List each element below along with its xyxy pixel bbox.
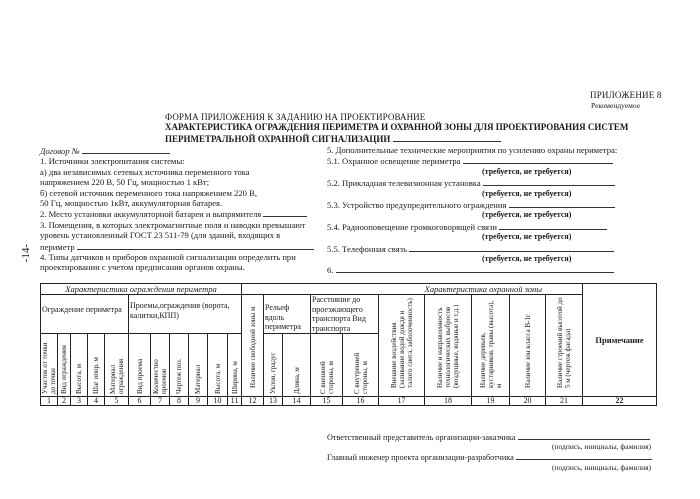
text-line: 1. Источники электропитания системы: [40,156,185,167]
col-header-12: Наличие свободной зоны м [242,295,264,397]
contract-number-field[interactable] [82,145,170,154]
appendix-label: ПРИЛОЖЕНИЕ 8 [590,90,662,100]
column-number: 20 [510,397,546,406]
column-number: 18 [425,397,472,406]
column-numbers-row [41,397,657,406]
column-number: 5 [105,397,129,406]
column-number: 4 [88,397,105,406]
engineer-signature-line: Главный инженер проекта организации-разработчика [327,451,652,462]
col-header-20: Наличие зон класса В-1г [510,295,546,397]
engineer-signature-hint: (подпись, инициалы, фамилия) [552,463,652,472]
col-header-11: Ширина, м [228,334,242,397]
column-number: 2 [58,397,71,406]
tv-field[interactable] [483,177,615,186]
field-hint: (требуется, не требуется) [482,166,572,176]
section-zone: Характеристика охранной зоны [242,284,583,295]
text-line: уровень установленный ГОСТ 23 511-79 (для зданий, входящих в [40,230,281,241]
column-number: 22 [583,397,657,406]
customer-signature-hint: (подпись, инициалы, фамилия) [552,442,652,451]
battery-location-field[interactable] [263,208,307,217]
column-number: 6 [129,397,151,406]
col-header-22: Примечание [583,284,657,397]
left-block [40,145,314,273]
form-title: ФОРМА ПРИЛОЖЕНИЯ К ЗАДАНИЮ НА ПРОЕКТИРОВАНИЕ [165,112,426,122]
text-line: 4. Типы датчиков и приборов охранной сигнализации определить при [40,252,296,263]
text-line: 50 Гц, мощностью 1кВт, аккумуляторная батарея. [40,198,223,209]
col-header-10: Высота, м [208,334,228,397]
text-line: 3. Помещения, в которых электромагнитные поля и наводки превышают [40,219,306,230]
group-openings: Проемы,ограждения (ворота, калитки,КПП) [129,295,242,334]
contract-line: Договор № [40,145,314,156]
col-header-4: Шаг опор, м [88,334,105,397]
measure-item: 5.2. Прикладная телевизионная установка [327,177,627,188]
column-number: 8 [170,397,189,406]
col-header-5: Материал ограждения [105,334,129,397]
measure-item: 5.5. Телефонная связь [327,243,627,254]
column-number: 3 [71,397,88,406]
item6-line: 6. [327,264,627,275]
form-subtitle-line1: ХАРАКТЕРИСТИКА ОГРАЖДЕНИЯ ПЕРИМЕТРА И ОХРАННОЙ ЗОНЫ ДЛЯ ПРОЕКТИРОВАНИЯ СИСТЕМ [165,122,629,132]
col-header-21: Наличие строений высотой до 5 м (чертеж фасада) [546,295,583,397]
column-number: 14 [283,397,311,406]
column-number: 9 [189,397,208,406]
section-perimeter: Характеристика ограждения периметра [41,284,242,295]
column-number: 7 [151,397,170,406]
measures-title: 5. Дополнительные технические мероприятия по усилению охраны периметра: [327,145,618,155]
column-number: 17 [379,397,425,406]
col-header-15: С внешней стороны, м [311,334,343,397]
battery-location-line: 2. Место установки аккумуляторной батареи и выпрямителя [40,208,314,219]
group-fence: Ограждение периметра [41,295,129,334]
field-hint: (требуется, не требуется) [482,254,572,264]
warning-fence-field[interactable] [509,199,615,208]
measure-item: 5.1. Охранное освещение периметра [327,155,627,166]
customer-signature-line: Ответственный представитель организации-заказчика [327,431,650,442]
column-number: 1 [41,397,58,406]
column-number: 15 [311,397,343,406]
column-number: 10 [208,397,228,406]
col-header-13: Уклон, градус [264,334,283,397]
col-header-2: Вид ограждения [58,334,71,397]
phone-field[interactable] [409,243,614,252]
perimeter-line: периметр [40,241,314,252]
measure-item: 5.3. Устройство предупредительного ограждения [327,199,627,210]
col-header-14: Длина, м [283,334,311,397]
text-line: проектировании с учетом предписания органов охраны. [40,262,245,273]
col-header-9: Материал [189,334,208,397]
col-header-7: Количество проемов [151,334,170,397]
column-number: 11 [228,397,242,406]
col-header-16: С внутренней стороны, м [343,334,379,397]
col-header-17: Внешние воздействия (заливание водой дождя и талого снега, заболоченность) [379,295,425,397]
col-header-1: Участок от точки до точки [41,334,58,397]
col-header-18: Наличие и направленность технологических выбросов (воздушные, водяные и т.д.) [425,295,472,397]
radio-field[interactable] [499,221,607,230]
col-header-8: Чертеж поз. [170,334,189,397]
form-subtitle [165,122,628,144]
field-hint: (требуется, не требуется) [482,188,572,198]
field-hint: (требуется, не требуется) [482,232,572,242]
col-header-3: Высота, м [71,334,88,397]
engineer-signature-field[interactable] [516,451,652,460]
text-line: а) два независимых сетевых источника переменного тока [40,166,250,177]
customer-signature-field[interactable] [518,431,650,440]
group-distance: Расстояние до проезжающего транспорта Вид транспорта [311,295,379,334]
subtitle-blank-line[interactable] [393,133,501,142]
text-line: б) сетевой источник переменного тока напряжением 220 В, [40,187,257,198]
column-number: 12 [242,397,264,406]
characteristics-table [40,283,657,406]
col-header-19: Наличие деревьев, кустарников, травы (высота), м [472,295,510,397]
item6-field[interactable] [336,264,614,273]
measure-item: 5.4. Радиооповещение громкоговорящей связи [327,221,627,232]
form-subtitle-line2: ПЕРИМЕТРАЛЬНОЙ ОХРАННОЙ СИГНАЛИЗАЦИИ [165,133,628,145]
recommended-label: Рекомендуемое [591,101,641,110]
page-number: -14- [20,244,32,263]
right-block [327,145,627,276]
perimeter-field[interactable] [77,241,314,250]
column-number: 21 [546,397,583,406]
text-line: напряжением 220 В, 50 Гц, мощностью 1 кВт; [40,177,210,188]
column-number: 19 [472,397,510,406]
field-hint: (требуется, не требуется) [482,210,572,220]
col-header-6: Вид проема [129,334,151,397]
column-number: 13 [264,397,283,406]
group-relief: Рельеф вдоль периметра [264,295,311,334]
lighting-field[interactable] [463,155,613,164]
column-number: 16 [343,397,379,406]
